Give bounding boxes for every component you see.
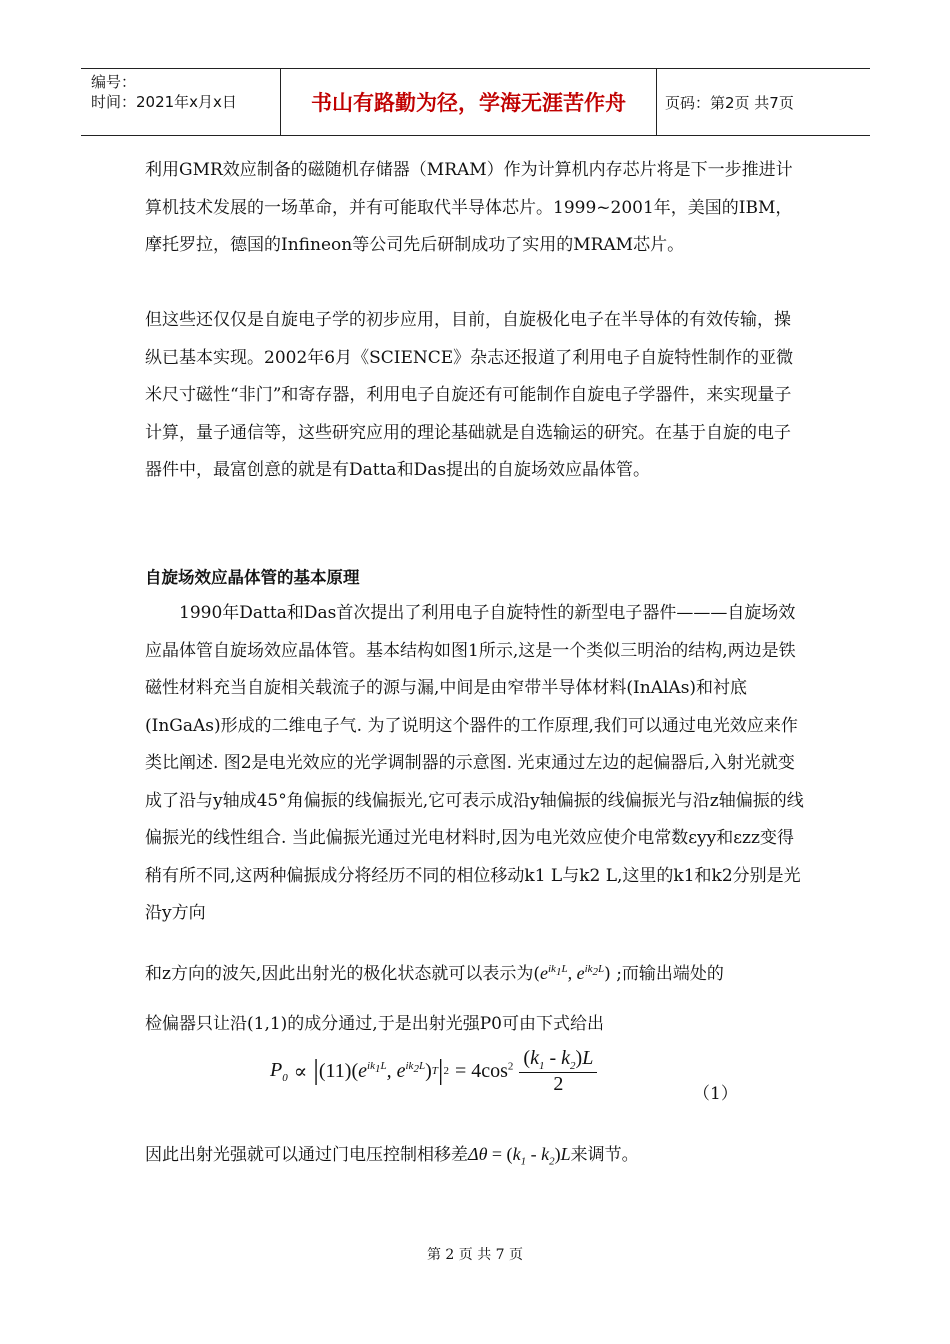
polarization-text-after: ) ;而输出端处的 [604,964,724,984]
polarization-text-before: 和z方向的波矢,因此出射光的极化状态就可以表示为( [145,964,540,984]
equation-1: $P_0$ ∝ | (11)( $e^{ik_1L}$, $e^{ik_2L}$ ) T | 2 = $4\cos^2$ $(k_1 - k_2)L$ 2 [270,1046,597,1096]
header-table [81,68,870,136]
paragraph-principle: 1990年Datta和Das首次提出了利用电子自旋特性的新型电子器件———自旋场效应晶体管自旋场效应晶体管。基本结构如图1所示,这是一个类似三明治的结构,两边是铁磁性材料充当自旋相关载流子的源与漏,中间是由窄带半导体材料(InAlAs)和衬底(InGaAs)形成的二维电子气. 为了说明这个器件的工作原理,我们可以通过电光效应来作类比阐述. 图2是电光效应的光学调制器的示意图. 光束通过左边的起偏器后,入射光就变成了沿与y轴成45°角偏振的线偏振光,它可表示成沿y轴偏振的线偏振光与沿z轴偏振的线偏振光的线性组合. 当此偏振光通过光电材料时,因为电光效应使介电常数εyy和εzz变得稍有所不同,这两种偏振成分将经历不同的相位移动k1 L与k2 L,这里的k1和k2分别是光沿y方向 [145,603,804,923]
paragraph-phase-shift [145,1136,807,1181]
equation-number: （1） [693,1084,738,1104]
number-label: 编号： [91,73,137,91]
header-meta [81,69,281,135]
paragraph-mram: 利用GMR效应制备的磁随机存储器（MRAM）作为计算机内存芯片将是下一步推进计算机技术发展的一场革命，并有可能取代半导体芯片。1999~2001年，美国的IBM，摩托罗拉，德国的Infineon等公司先后研制成功了实用的MRAM芯片。 [145,160,793,255]
phase-shift-math: $\Delta\theta = (k_1 - k_2)L$ [468,1144,571,1168]
phase-text-after: 来调节。 [570,1145,639,1165]
page-footer: 第 2 页 共 7 页 [426,1247,524,1263]
paragraph-analyzer: 检偏器只让沿(1,1)的成分通过,于是出射光强P0可由下式给出 [145,1014,604,1034]
paragraph-spintronics: 但这些还仅仅是自旋电子学的初步应用，目前，自旋极化电子在半导体的有效传输，操纵已基本实现。2002年6月《SCIENCE》杂志还报道了利用电子自旋特性制作的亚微米尺寸磁性“非门”和寄存器，利用电子自旋还有可能制作自旋电子学器件，来实现量子计算，量子通信等，这些研究应用的理论基础就是自选输运的研究。在基于自旋的电子器件中，最富创意的就是有Datta和Das提出的自旋场效应晶体管。 [145,310,794,480]
paragraph-polarization [145,951,807,994]
time-label: 时间：2021年x月x日 [91,93,237,111]
polarization-state-math: $e^{ik_1L}$, $e^{ik_2L}$ [540,963,605,983]
header-page-info: 页码：第2页 共7页 [665,93,794,112]
header-motto: 书山有路勤为径，学海无涯苦作舟 [281,69,657,135]
section-heading: 自旋场效应晶体管的基本原理 [145,568,360,587]
phase-text-before: 因此出射光强就可以通过门电压控制相移差 [145,1145,468,1165]
